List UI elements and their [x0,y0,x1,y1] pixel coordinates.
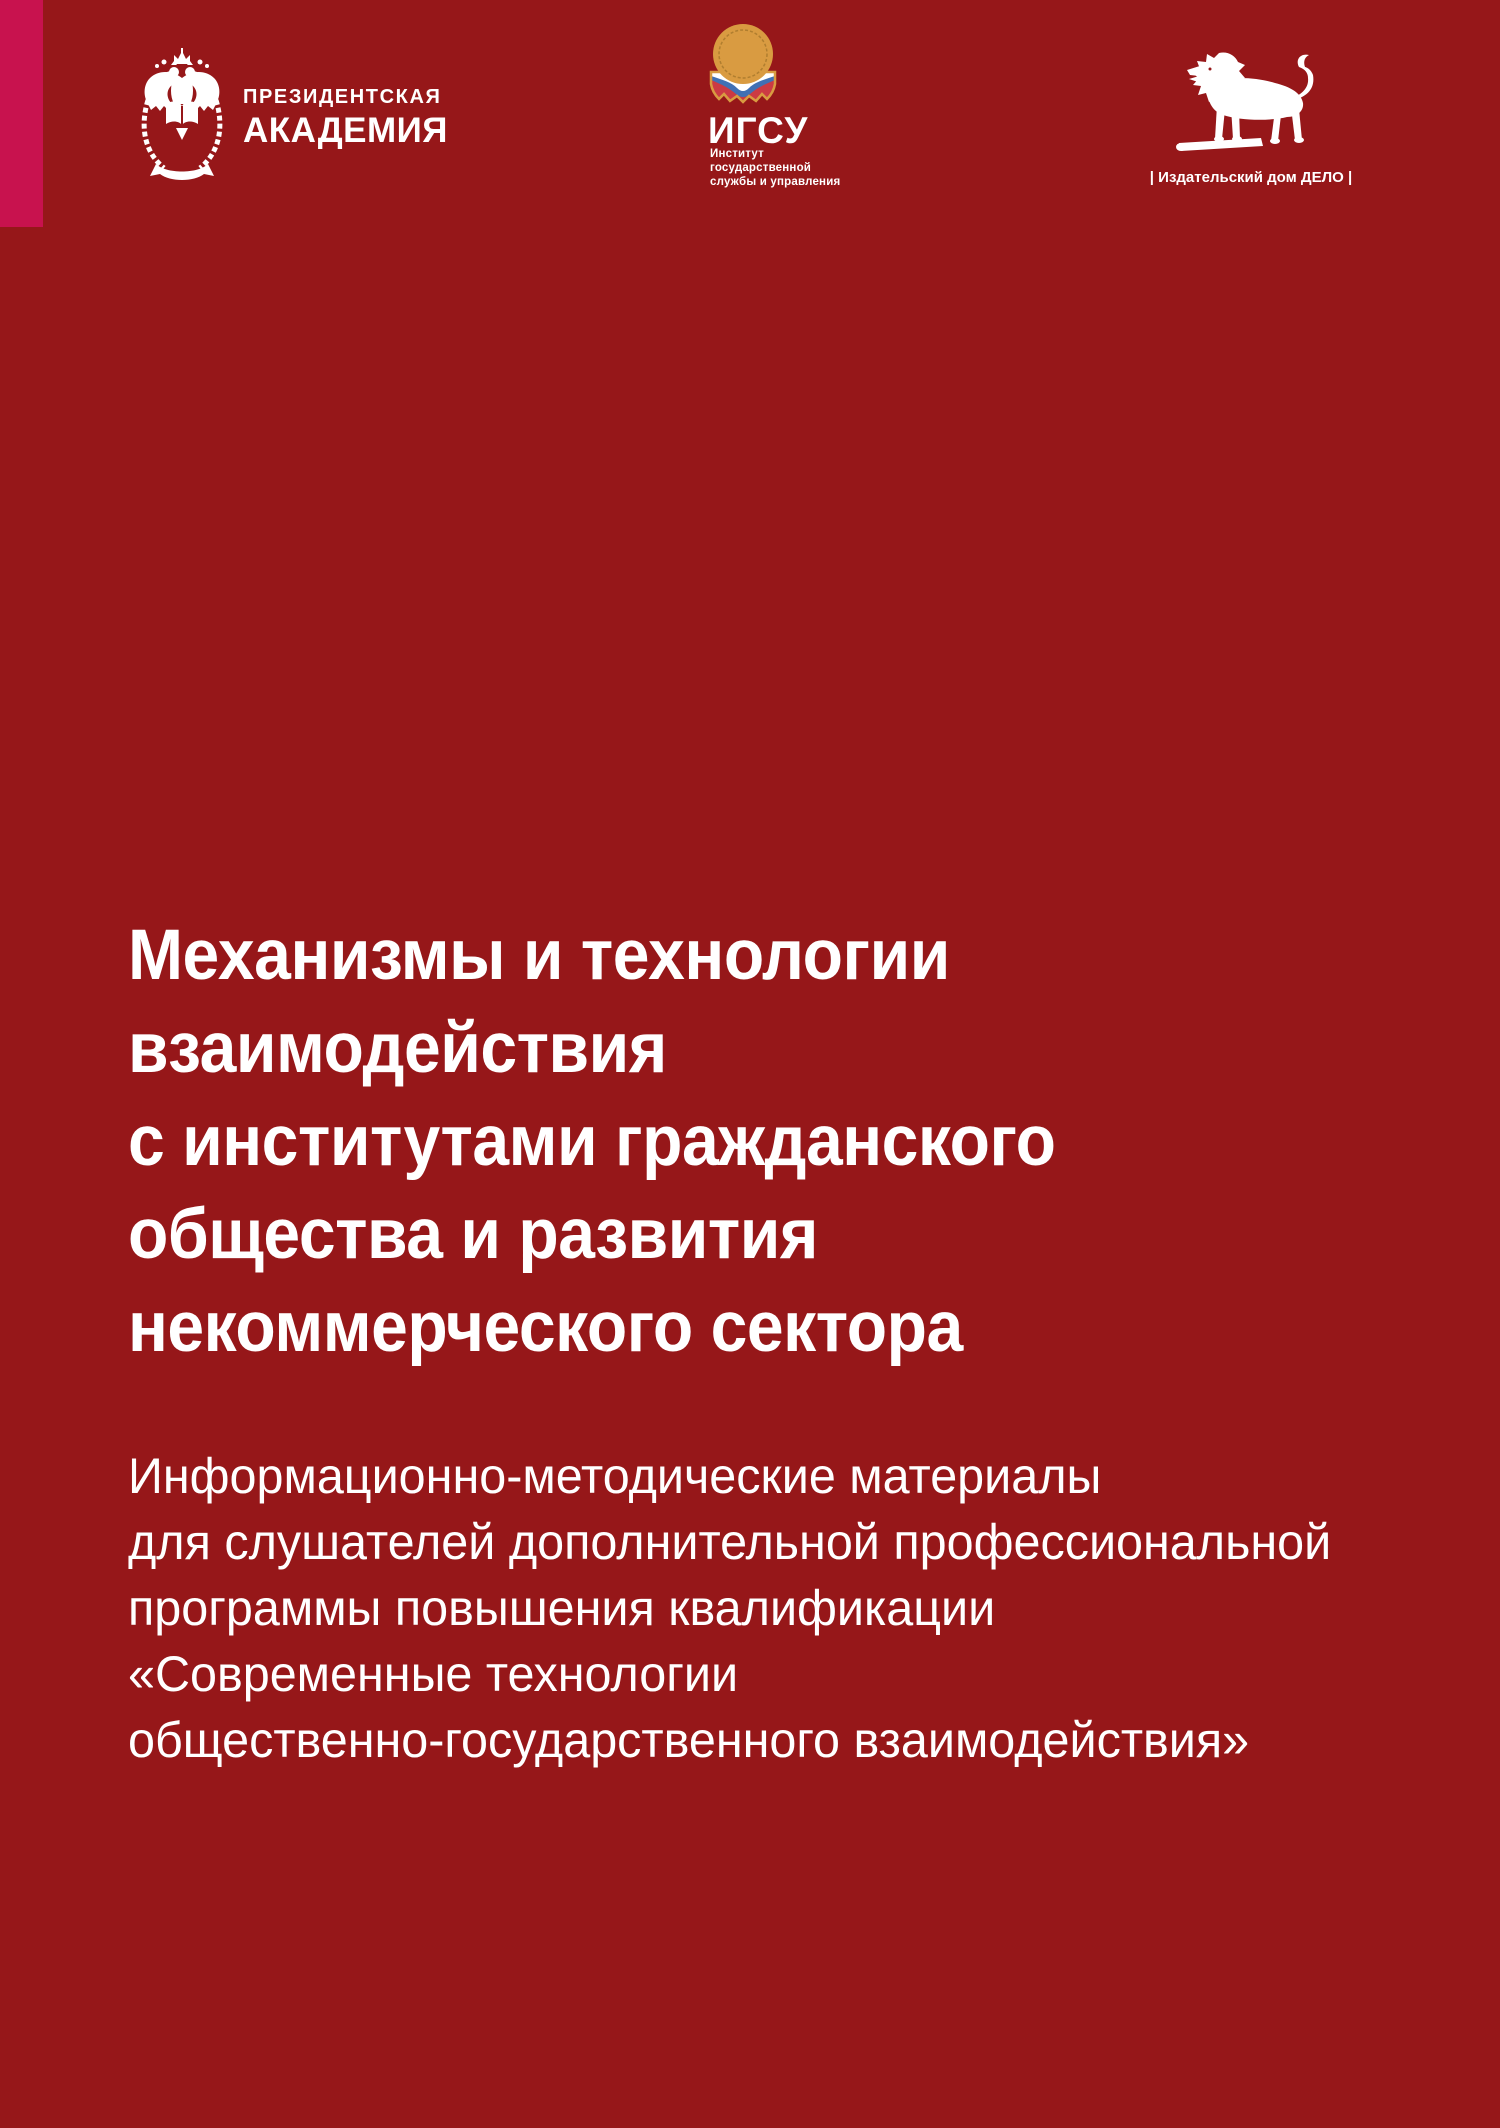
subtitle-line: программы повышения квалификации [128,1580,996,1636]
title-line: взаимодействия [128,1009,667,1088]
academy-logo [243,86,448,151]
academy-name-line1: ПРЕЗИДЕНТСКАЯ [243,86,442,108]
publisher-label-prefix: | Издательский дом [1149,169,1301,186]
publisher-label [1111,168,1391,188]
subtitle-line: «Современные технологии [128,1646,739,1702]
book-title [128,909,1056,1374]
igsu-institute-line2: государственной [710,161,812,174]
publisher-name: ДЕЛО [1300,169,1344,186]
accent-stripe [0,0,43,227]
title-line: некоммерческого сектора [128,1288,963,1367]
delo-lion-icon [1175,45,1327,157]
academy-name-line2: АКАДЕМИЯ [243,111,448,150]
title-line: общества и развития [128,1195,818,1274]
academy-emblem-icon [136,48,228,188]
subtitle-line: Информационно-методические материалы [128,1448,1102,1504]
igsu-emblem-icon [705,24,781,106]
igsu-institute-line3: службы и управления [710,175,841,188]
book-subtitle [128,1443,1331,1773]
title-line: Механизмы и технологии [128,916,950,995]
title-line: с институтами гражданского [128,1102,1056,1181]
igsu-abbr: ИГСУ [708,110,809,151]
subtitle-line: общественно-государственного взаимодействия» [128,1712,1250,1768]
igsu-institute-name [710,148,840,189]
subtitle-line: для слушателей дополнительной профессиональной [128,1514,1332,1570]
igsu-institute-line1: Институт [710,148,764,160]
publisher-label-suffix: | [1343,169,1353,186]
